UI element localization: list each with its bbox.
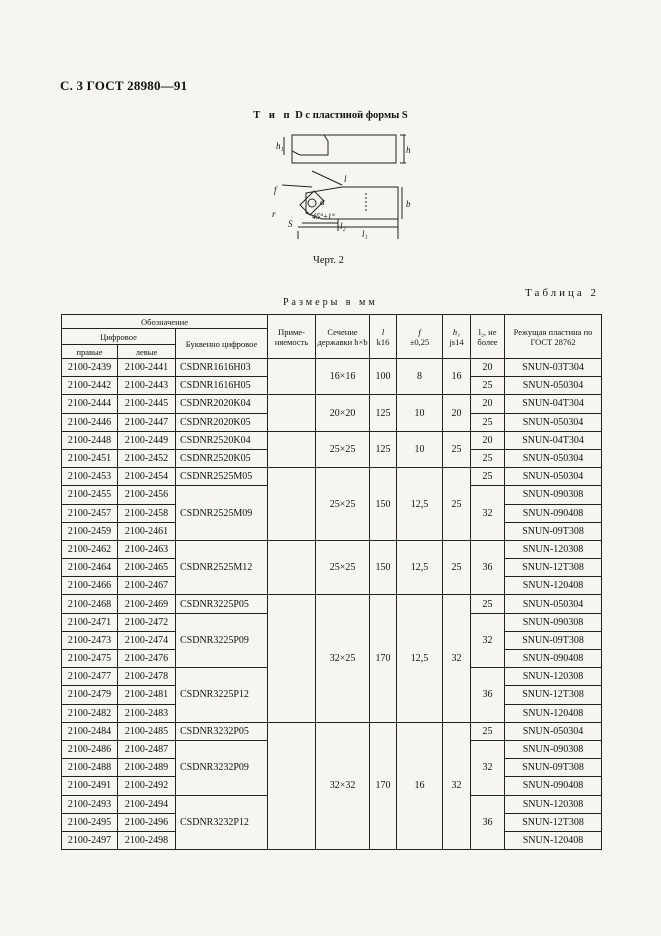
group-f: 16 <box>397 722 443 849</box>
code-left: 2100-2489 <box>118 759 176 777</box>
col-l <box>370 315 397 359</box>
plate-code: SNUN-120308 <box>505 540 602 558</box>
letter-code: CSDNR2525M12 <box>176 540 268 595</box>
plate-code: SNUN-09T308 <box>505 522 602 540</box>
plate-code: SNUN-090408 <box>505 504 602 522</box>
letter-code: CSDNR3225P05 <box>176 595 268 613</box>
applicability-cell <box>268 540 316 595</box>
group-f: 10 <box>397 431 443 467</box>
group-h1: 20 <box>443 395 471 431</box>
plate-code: SNUN-120408 <box>505 704 602 722</box>
plate-code: SNUN-090408 <box>505 650 602 668</box>
code-left: 2100-2487 <box>118 740 176 758</box>
applicability-cell <box>268 595 316 722</box>
group-sechenie: 25×25 <box>316 431 370 467</box>
col-cifrovoe: Цифровое <box>62 329 176 345</box>
col-f-sym: f <box>418 326 421 337</box>
group-f: 10 <box>397 395 443 431</box>
col-h1-sym: h₁ <box>452 326 461 337</box>
code-left: 2100-2447 <box>118 413 176 431</box>
code-left: 2100-2496 <box>118 813 176 831</box>
code-right: 2100-2457 <box>62 504 118 522</box>
label-s: S <box>288 219 293 229</box>
group-sechenie: 25×25 <box>316 540 370 595</box>
dimensions-label: Размеры в мм <box>283 297 378 308</box>
spec-table <box>61 314 602 850</box>
label-h: h <box>406 145 411 155</box>
l2-value: 36 <box>471 795 505 850</box>
code-right: 2100-2488 <box>62 759 118 777</box>
spec-table-body <box>62 359 602 850</box>
letter-code: CSDNR3225P09 <box>176 613 268 668</box>
side-view-body <box>292 135 396 163</box>
group-h1: 16 <box>443 359 471 395</box>
group-l: 100 <box>370 359 397 395</box>
l2-value: 25 <box>471 468 505 486</box>
col-l2: l₂, не более <box>471 315 505 359</box>
label-l1: l₁ <box>362 229 368 239</box>
code-right: 2100-2464 <box>62 559 118 577</box>
code-right: 2100-2473 <box>62 631 118 649</box>
group-sechenie: 16×16 <box>316 359 370 395</box>
col-h1-tol: js14 <box>449 336 464 347</box>
l2-value: 25 <box>471 449 505 467</box>
code-right: 2100-2448 <box>62 431 118 449</box>
letter-code: CSDNR1616H05 <box>176 377 268 395</box>
code-right: 2100-2459 <box>62 522 118 540</box>
table-row <box>62 395 602 413</box>
code-right: 2100-2453 <box>62 468 118 486</box>
plate-code: SNUN-050304 <box>505 722 602 740</box>
group-f: 12,5 <box>397 595 443 722</box>
col-plastina: Режущая пластина по ГОСТ 28762 <box>505 315 602 359</box>
letter-code: CSDNR3225P12 <box>176 668 268 723</box>
l2-value: 36 <box>471 668 505 723</box>
table-row <box>62 722 602 740</box>
group-h1: 32 <box>443 595 471 722</box>
col-f <box>397 315 443 359</box>
code-right: 2100-2486 <box>62 740 118 758</box>
l2-value: 32 <box>471 486 505 541</box>
group-h1: 25 <box>443 431 471 467</box>
l2-value: 32 <box>471 613 505 668</box>
code-left: 2100-2472 <box>118 613 176 631</box>
applicability-cell <box>268 431 316 467</box>
label-r: r <box>272 209 276 219</box>
col-l-tol: k16 <box>376 336 390 347</box>
label-alpha: α <box>320 197 325 207</box>
group-f: 8 <box>397 359 443 395</box>
plate-code: SNUN-120408 <box>505 831 602 849</box>
code-left: 2100-2498 <box>118 831 176 849</box>
group-sechenie: 32×25 <box>316 595 370 722</box>
l2-value: 25 <box>471 595 505 613</box>
code-left: 2100-2458 <box>118 504 176 522</box>
code-left: 2100-2441 <box>118 359 176 377</box>
group-l: 150 <box>370 540 397 595</box>
plate-code: SNUN-050304 <box>505 595 602 613</box>
letter-code: CSDNR3232P05 <box>176 722 268 740</box>
code-left: 2100-2467 <box>118 577 176 595</box>
code-left: 2100-2463 <box>118 540 176 558</box>
code-right: 2100-2477 <box>62 668 118 686</box>
group-l: 150 <box>370 468 397 541</box>
letter-code: CSDNR2520K04 <box>176 431 268 449</box>
code-right: 2100-2468 <box>62 595 118 613</box>
plate-code: SNUN-050304 <box>505 413 602 431</box>
applicability-cell <box>268 468 316 541</box>
code-right: 2100-2466 <box>62 577 118 595</box>
f-dim-line <box>282 185 312 187</box>
plate-code: SNUN-12T308 <box>505 559 602 577</box>
letter-code: CSDNR2525M09 <box>176 486 268 541</box>
plate-code: SNUN-050304 <box>505 468 602 486</box>
figure-title-type: Т и п <box>253 110 293 121</box>
code-left: 2100-2476 <box>118 650 176 668</box>
label-angle: 45°±1° <box>312 212 335 221</box>
l2-value: 36 <box>471 540 505 595</box>
col-levye: левые <box>118 345 176 359</box>
letter-code: CSDNR2520K05 <box>176 449 268 467</box>
group-sechenie: 20×20 <box>316 395 370 431</box>
code-right: 2100-2444 <box>62 395 118 413</box>
tool-drawing <box>262 127 412 252</box>
plate-code: SNUN-04T304 <box>505 431 602 449</box>
code-left: 2100-2494 <box>118 795 176 813</box>
label-l2: l₂ <box>340 221 346 231</box>
code-left: 2100-2445 <box>118 395 176 413</box>
group-f: 12,5 <box>397 468 443 541</box>
code-left: 2100-2461 <box>118 522 176 540</box>
group-sechenie: 25×25 <box>316 468 370 541</box>
group-h1: 32 <box>443 722 471 849</box>
group-l: 125 <box>370 395 397 431</box>
l2-value: 32 <box>471 740 505 795</box>
l2-value: 25 <box>471 722 505 740</box>
group-h1: 25 <box>443 540 471 595</box>
code-right: 2100-2479 <box>62 686 118 704</box>
code-right: 2100-2462 <box>62 540 118 558</box>
plate-code: SNUN-04T304 <box>505 395 602 413</box>
plate-code: SNUN-090408 <box>505 777 602 795</box>
code-left: 2100-2483 <box>118 704 176 722</box>
applicability-cell <box>268 722 316 849</box>
group-sechenie: 32×32 <box>316 722 370 849</box>
group-f: 12,5 <box>397 540 443 595</box>
code-right: 2100-2455 <box>62 486 118 504</box>
l2-value: 20 <box>471 431 505 449</box>
table-row <box>62 468 602 486</box>
plate-code: SNUN-050304 <box>505 377 602 395</box>
plate-code: SNUN-050304 <box>505 449 602 467</box>
label-b: b <box>406 199 411 209</box>
plate-code: SNUN-03T304 <box>505 359 602 377</box>
plate-code: SNUN-12T308 <box>505 813 602 831</box>
plate-code: SNUN-090308 <box>505 740 602 758</box>
table-row <box>62 359 602 377</box>
table-label: Таблица 2 <box>525 287 600 299</box>
applicability-cell <box>268 359 316 395</box>
code-left: 2100-2456 <box>118 486 176 504</box>
code-right: 2100-2439 <box>62 359 118 377</box>
plate-code: SNUN-09T308 <box>505 759 602 777</box>
table-row <box>62 431 602 449</box>
code-left: 2100-2492 <box>118 777 176 795</box>
plate-code: SNUN-090308 <box>505 486 602 504</box>
plate-code: SNUN-09T308 <box>505 631 602 649</box>
figure-title <box>0 110 661 121</box>
col-oboznachenie: Обозначение <box>62 315 268 329</box>
code-left: 2100-2474 <box>118 631 176 649</box>
code-right: 2100-2497 <box>62 831 118 849</box>
code-left: 2100-2452 <box>118 449 176 467</box>
group-l: 125 <box>370 431 397 467</box>
figure-title-rest: D с пластиной формы S <box>295 110 408 121</box>
table-row <box>62 540 602 558</box>
label-f: f <box>274 185 277 195</box>
group-h1: 25 <box>443 468 471 541</box>
letter-code: CSDNR2020K04 <box>176 395 268 413</box>
code-left: 2100-2443 <box>118 377 176 395</box>
code-left: 2100-2449 <box>118 431 176 449</box>
code-right: 2100-2442 <box>62 377 118 395</box>
figure-caption: Черт. 2 <box>313 255 344 266</box>
plate-code: SNUN-120408 <box>505 577 602 595</box>
code-left: 2100-2485 <box>118 722 176 740</box>
code-right: 2100-2493 <box>62 795 118 813</box>
l2-value: 25 <box>471 413 505 431</box>
code-left: 2100-2478 <box>118 668 176 686</box>
page-header: С. 3 ГОСТ 28980—91 <box>60 78 188 93</box>
col-f-tol: ±0,25 <box>409 336 430 347</box>
col-primenyaemost: Приме-няемость <box>268 315 316 359</box>
code-left: 2100-2481 <box>118 686 176 704</box>
code-right: 2100-2446 <box>62 413 118 431</box>
l2-value: 20 <box>471 359 505 377</box>
code-right: 2100-2451 <box>62 449 118 467</box>
label-l: l <box>344 174 347 184</box>
code-left: 2100-2469 <box>118 595 176 613</box>
code-right: 2100-2482 <box>62 704 118 722</box>
letter-code: CSDNR2020K05 <box>176 413 268 431</box>
col-l-sym: l <box>381 326 385 337</box>
plate-code: SNUN-090308 <box>505 613 602 631</box>
label-h1: h₁ <box>276 141 284 151</box>
code-right: 2100-2471 <box>62 613 118 631</box>
plate-code: SNUN-12T308 <box>505 686 602 704</box>
code-left: 2100-2454 <box>118 468 176 486</box>
code-right: 2100-2491 <box>62 777 118 795</box>
l-dim-line <box>312 171 342 185</box>
group-l: 170 <box>370 595 397 722</box>
col-pravye: правые <box>62 345 118 359</box>
plate-code: SNUN-120308 <box>505 795 602 813</box>
applicability-cell <box>268 395 316 431</box>
letter-code: CSDNR2525M05 <box>176 468 268 486</box>
l2-value: 25 <box>471 377 505 395</box>
code-right: 2100-2495 <box>62 813 118 831</box>
letter-code: CSDNR3232P09 <box>176 740 268 795</box>
l2-value: 20 <box>471 395 505 413</box>
col-h1 <box>443 315 471 359</box>
col-sechenie: Сечение державки h×b <box>316 315 370 359</box>
plate-code: SNUN-120308 <box>505 668 602 686</box>
side-view-tip <box>292 135 328 155</box>
table-row <box>62 595 602 613</box>
letter-code: CSDNR1616H03 <box>176 359 268 377</box>
code-right: 2100-2484 <box>62 722 118 740</box>
code-left: 2100-2465 <box>118 559 176 577</box>
code-right: 2100-2475 <box>62 650 118 668</box>
col-bukvenno: Буквенно цифровое <box>176 329 268 359</box>
group-l: 170 <box>370 722 397 849</box>
letter-code: CSDNR3232P12 <box>176 795 268 850</box>
